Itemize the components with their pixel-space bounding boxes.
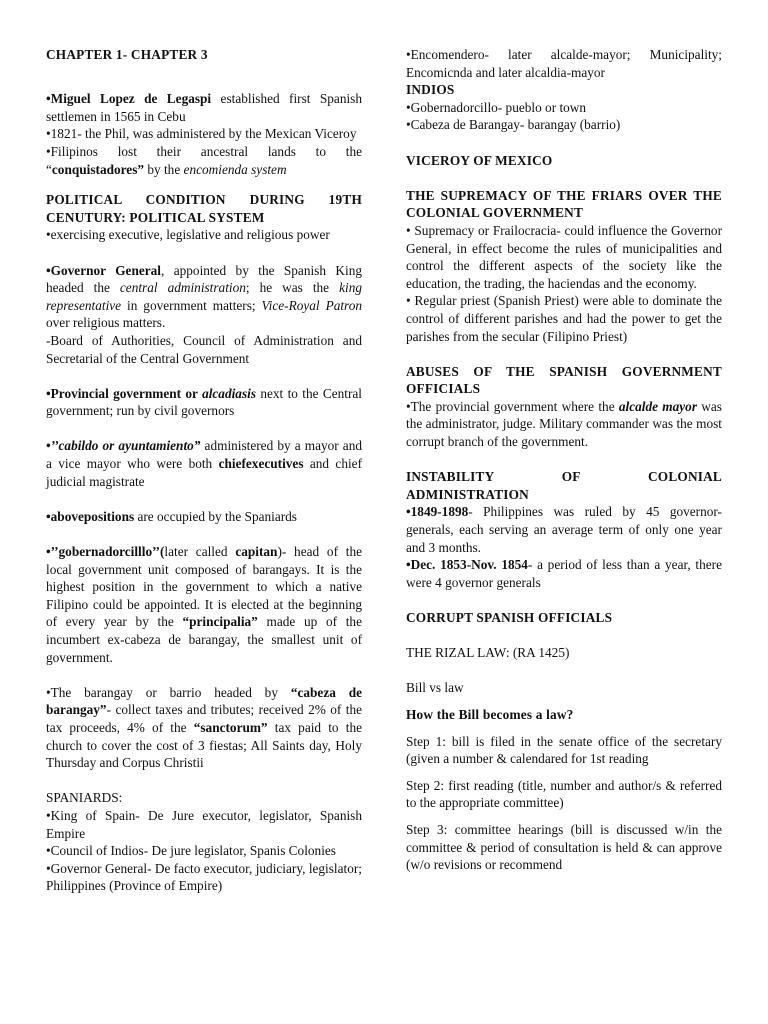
friars-paragraph: • Supremacy or Frailocracia- could influence the Governor General, in effect become the rules of municipalities and control the different aspects of the society like the education, the trading, the haciendas and the economy. — [406, 222, 722, 291]
spaniards-heading: SPANIARDS: — [46, 790, 123, 806]
rizal-law-heading: THE RIZAL LAW: (RA 1425) — [406, 645, 570, 661]
step-3: Step 3: committee hearings (bill is discussed w/in the committee & period of consultation is held & can approve (w/o revisions or recommend — [406, 821, 722, 873]
how-bill-heading: How the Bill becomes a law? — [406, 706, 574, 722]
spaniards-item: •Governor General- De facto executor, judiciary, legislator; Philippines (Province of Empire) — [46, 860, 362, 894]
above-positions-paragraph: •abovepositions are occupied by the Spaniards — [46, 508, 297, 524]
spaniards-item: •Council of Indios- De jure legislator, Spanis Colonies — [46, 843, 336, 859]
viceroy-heading: VICEROY OF MEXICO — [406, 152, 553, 168]
step-1: Step 1: bill is filed in the senate office of the secretary (given a number & calendared for 1st reading — [406, 733, 722, 767]
encomendero-paragraph: •Encomendero- later alcalde-mayor; Municipality; Encomicnda and later alcaldia-mayor — [406, 47, 722, 80]
step-2: Step 2: first reading (title, number and author/s & referred to the appropriate committee) — [406, 777, 722, 811]
indios-item: •Gobernadorcillo- pueblo or town — [406, 99, 587, 115]
friars-heading: THE SUPREMACY OF THE FRIARS OVER THE COLONIAL GOVERNMENT — [406, 187, 722, 221]
legaspi-paragraph: •Miguel Lopez de Legaspi established first Spanish settlemen in 1565 in Cebu — [46, 91, 362, 124]
cabildo-paragraph: •’’cabildo or ayuntamiento” administered by a mayor and a vice mayor who were both chiefexecutives and chief judicial magistrate — [46, 438, 363, 489]
phil-1821-paragraph: •1821- the Phil, was administered by the Mexican Viceroy — [46, 126, 357, 142]
gobernadorcillo-paragraph: •’’gobernadorcilllo’’(later called capitan)- head of the local government unit composed of barangays. It is the highest position in the government to which a native Filipino could be appointed. It is elected at the beginning of every year by the “principalia” made up of the incumbert ex-cabeza de barangay, the smallest unit of government. — [46, 544, 363, 665]
instability-heading-2: ADMINISTRATION — [406, 486, 529, 502]
instability-paragraph: •Dec. 1853-Nov. 1854- a period of less than a year, there were 4 governor generals — [406, 557, 722, 590]
board-paragraph: -Board of Authorities, Council of Administration and Secretarial of the Central Government — [46, 332, 362, 366]
abuses-heading: ABUSES OF THE SPANISH GOVERNMENT OFFICIALS — [406, 363, 722, 397]
barangay-paragraph: •The barangay or barrio headed by “cabeza de barangay”- collect taxes and tributes; received 2% of the tax proceeds, 4% of the “sanctorum” tax paid to the church to cover the cost of 3 fiestas; All Saints day, Holy Thursday and Corpus Christii — [46, 684, 363, 771]
chapter-heading: CHAPTER 1- CHAPTER 3 — [46, 47, 208, 62]
political-condition-heading: POLITICAL CONDITION DURING 19TH CENUTURY: POLITICAL SYSTEM — [46, 192, 362, 225]
indios-heading: INDIOS — [406, 82, 455, 98]
right-column — [406, 46, 722, 874]
provincial-paragraph: •Provincial government or alcadiasis next to the Central government; run by civil governors — [46, 385, 362, 419]
governor-general-paragraph: •Governor General, appointed by the Spanish King headed the central administration; he was the king representative in government matters; Vice-Royal Patron over religious matters. — [46, 262, 363, 331]
filipinos-paragraph: •Filipinos lost their ancestral lands to the “conquistadores” by the encomienda system — [46, 143, 362, 177]
left-column — [46, 46, 362, 895]
friars-paragraph: • Regular priest (Spanish Priest) were able to dominate the control of different parishes and had the power to get the parishes from the secular (Filipino Priest) — [406, 293, 722, 344]
spaniards-item: •King of Spain- De Jure executor, legislator, Spanish Empire — [46, 807, 362, 841]
abuses-paragraph: •The provincial government where the alcalde mayor was the administrator, judge. Military commander was the most corrupt branch of the government. — [406, 398, 722, 450]
exercising-paragraph: •exercising executive, legislative and religious power — [46, 227, 330, 243]
instability-heading: INSTABILITY OF COLONIAL — [406, 469, 722, 485]
bill-vs-law: Bill vs law — [406, 680, 464, 696]
indios-item: •Cabeza de Barangay- barangay (barrio) — [406, 117, 621, 133]
corrupt-heading: CORRUPT SPANISH OFFICIALS — [406, 610, 613, 625]
legaspi-name: •Miguel Lopez de Legaspi — [46, 91, 212, 107]
instability-paragraph: •1849-1898- Philippines was ruled by 45 governor-generals, each serving an average term of only one year and 3 months. — [406, 504, 722, 555]
